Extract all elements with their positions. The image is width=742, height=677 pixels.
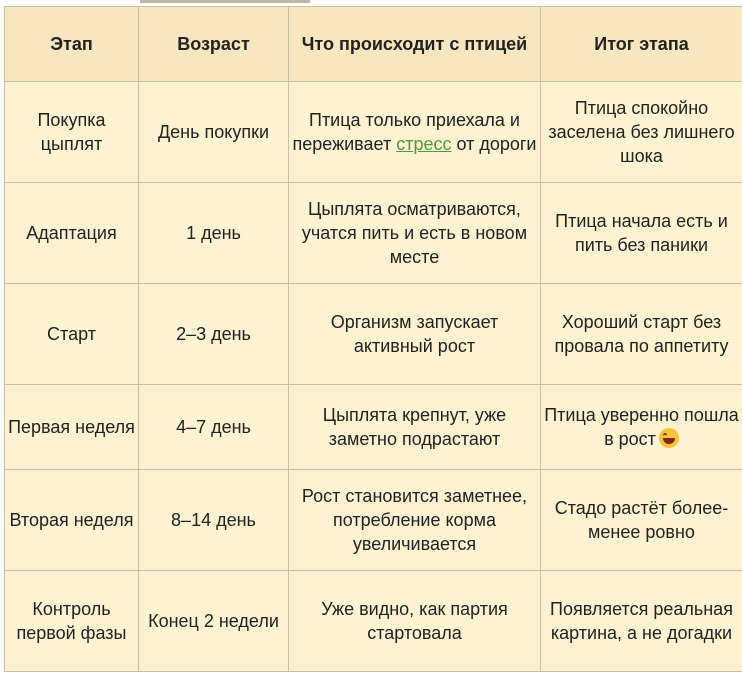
cell-what-happens: Цыплята крепнут, уже заметно подрастают [289,385,541,470]
header-age: Возраст [139,7,289,82]
cell-stage: Вторая неделя [5,470,139,571]
cell-age: 1 день [139,183,289,284]
cell-stage: Покупка цыплят [5,82,139,183]
table-row [5,82,742,183]
cell-result-text: Птица уверенно пошла в рост [544,405,739,449]
cell-stage: Первая неделя [5,385,139,470]
cell-age: Конец 2 недели [139,571,289,672]
table-row [5,385,742,470]
cell-result: Птица начала есть и пить без паники [541,183,742,284]
cell-age: День покупки [139,82,289,183]
cell-what-happens: Цыплята осматриваются, учатся пить и есть в новом месте [289,183,541,284]
table-header-row [5,7,742,82]
stress-link[interactable]: стресс [396,134,452,154]
cell-what-happens: Уже видно, как партия стартовала [289,571,541,672]
grinning-face-emoji-icon [659,428,679,448]
growth-stages-table [4,6,742,672]
cell-stage: Старт [5,284,139,385]
table-row [5,571,742,672]
cell-result: Птица спокойно заселена без лишнего шока [541,82,742,183]
cropped-heading-fragment [140,0,310,3]
cell-age: 8–14 день [139,470,289,571]
cell-result: Стадо растёт более-менее ровно [541,470,742,571]
cell-result: Появляется реальная картина, а не догадки [541,571,742,672]
header-result: Итог этапа [541,7,742,82]
cell-text-after-link: от дороги [451,134,537,154]
cell-stage: Контроль первой фазы [5,571,139,672]
header-what-happens: Что происходит с птицей [289,7,541,82]
table-row [5,470,742,571]
cell-what-happens: Рост становится заметнее, потребление корма увеличивается [289,470,541,571]
cell-age: 2–3 день [139,284,289,385]
cell-result [541,385,742,470]
table-row [5,183,742,284]
table-row [5,284,742,385]
cell-age: 4–7 день [139,385,289,470]
cell-stage: Адаптация [5,183,139,284]
header-stage: Этап [5,7,139,82]
cell-result: Хороший старт без провала по аппетиту [541,284,742,385]
cell-what-happens [289,82,541,183]
cell-text-before-link: Птица только приехала и переживает [292,110,520,154]
cell-what-happens: Организм запускает активный рост [289,284,541,385]
